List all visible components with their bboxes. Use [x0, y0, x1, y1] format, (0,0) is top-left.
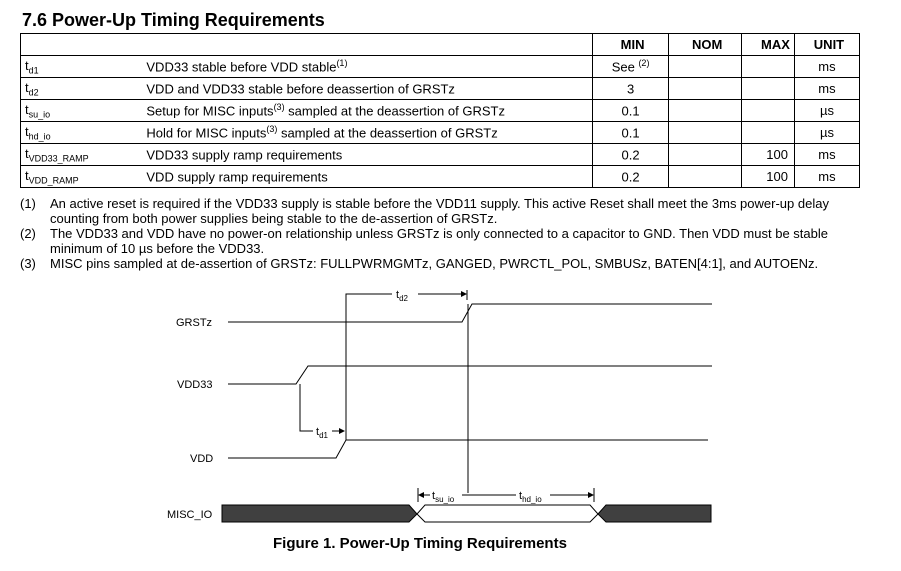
grstz-waveform: [228, 304, 712, 322]
col-min-header: MIN: [592, 34, 669, 56]
table-row: [21, 78, 860, 100]
symbol-cell: $t_{su\_io}$: [21, 100, 143, 122]
tsu-io-label: $t_{su\_io}$: [432, 490, 455, 504]
parameter-cell: VDD33 supply ramp requirements: [142, 144, 592, 166]
unit-cell: µs: [794, 100, 859, 122]
vdd33-waveform: [228, 366, 712, 384]
nom-cell: [669, 166, 742, 188]
symbol-cell: $t_{VDD33\_RAMP}$: [21, 144, 143, 166]
table-row: [21, 144, 860, 166]
figure-caption: Figure 1. Power-Up Timing Requirements: [273, 535, 567, 552]
parameter-cell: Setup for MISC inputs$^{(3)}$ sampled at the deassertion of GRSTz: [142, 100, 592, 122]
section-title: 7.6 Power-Up Timing Requirements: [22, 10, 325, 30]
parameter-cell: VDD33 stable before VDD stable$^{(1)}$: [142, 56, 592, 78]
parameter-cell: Hold for MISC inputs$^{(3)}$ sampled at the deassertion of GRSTz: [142, 122, 592, 144]
footnote-number: (2): [20, 226, 36, 241]
td1-arrowhead: [339, 428, 345, 434]
footnote-text: MISC pins sampled at de-assertion of GRSTz: FULLPWRMGMTz, GANGED, PWRCTL_POL, SMBUSz, BATEN[4:1], and AUTOENz.: [50, 256, 819, 271]
table-row: [21, 122, 860, 144]
symbol-cell: $t_{d2}$: [21, 78, 143, 100]
table-row: [21, 166, 860, 188]
nom-cell: [669, 100, 742, 122]
td1-label: $t_{d1}$: [316, 426, 328, 440]
footnote-text: The VDD33 and VDD have no power-on relationship unless GRSTz is only connected to a capacitor to GND. Then VDD must be stable minimum of 10 µs before the VDD33.: [50, 226, 828, 256]
min-cell: 0.2: [592, 166, 669, 188]
td2-left-marker: [346, 294, 392, 440]
td2-arrowhead: [461, 291, 467, 297]
thd-arrowhead: [588, 492, 594, 498]
td2-label: $t_{d2}$: [396, 289, 408, 303]
td1-left-marker: [300, 384, 313, 431]
misc-io-bus-middle: [417, 505, 598, 522]
symbol-cell: $t_{VDD\_RAMP}$: [21, 166, 143, 188]
power-up-timing-diagram: [0, 280, 901, 530]
max-cell: 100: [741, 166, 794, 188]
col-unit-header: UNIT: [794, 34, 859, 56]
nom-cell: [669, 78, 742, 100]
min-cell: See $^{(2)}$: [592, 56, 669, 78]
nom-cell: [669, 56, 742, 78]
min-cell: 0.1: [592, 100, 669, 122]
max-cell: [741, 78, 794, 100]
thd-io-label: $t_{hd\_io}$: [519, 490, 542, 504]
vdd-label: VDD: [190, 453, 214, 465]
table-row: [21, 56, 860, 78]
parameter-cell: VDD and VDD33 stable before deassertion of GRSTz: [142, 78, 592, 100]
unit-cell: ms: [794, 78, 859, 100]
vdd33-label: VDD33: [177, 379, 213, 391]
col-max-header: MAX: [741, 34, 794, 56]
max-cell: [741, 122, 794, 144]
footnote-text: An active reset is required if the VDD33 supply is stable before the VDD11 supply. This active Reset shall meet the 3ms power-up delay counting from both power supplies being stable to the de-assertion of GRSTz.: [50, 196, 829, 226]
min-cell: 3: [592, 78, 669, 100]
footnote: [20, 196, 880, 226]
misc-io-bus-left: [222, 505, 417, 522]
table-notes: [20, 196, 880, 271]
misc-io-label: MISC_IO: [167, 509, 213, 521]
tsu-arrowhead: [418, 492, 424, 498]
max-cell: 100: [741, 144, 794, 166]
parameter-cell: VDD supply ramp requirements: [142, 166, 592, 188]
table-header-row: [21, 34, 860, 56]
unit-cell: ms: [794, 56, 859, 78]
min-cell: 0.1: [592, 122, 669, 144]
unit-cell: µs: [794, 122, 859, 144]
table-row: [21, 100, 860, 122]
nom-cell: [669, 144, 742, 166]
symbol-cell: $t_{hd\_io}$: [21, 122, 143, 144]
max-cell: [741, 100, 794, 122]
unit-cell: ms: [794, 144, 859, 166]
unit-cell: ms: [794, 166, 859, 188]
nom-cell: [669, 122, 742, 144]
footnote: [20, 226, 880, 256]
min-cell: 0.2: [592, 144, 669, 166]
timing-spec-table: [20, 33, 860, 188]
footnote-number: (3): [20, 256, 36, 271]
footnote: [20, 256, 880, 271]
grstz-label: GRSTz: [176, 317, 213, 329]
col-nom-header: NOM: [669, 34, 742, 56]
footnote-number: (1): [20, 196, 36, 211]
max-cell: [741, 56, 794, 78]
symbol-cell: $t_{d1}$: [21, 56, 143, 78]
misc-io-bus-right: [598, 505, 711, 522]
